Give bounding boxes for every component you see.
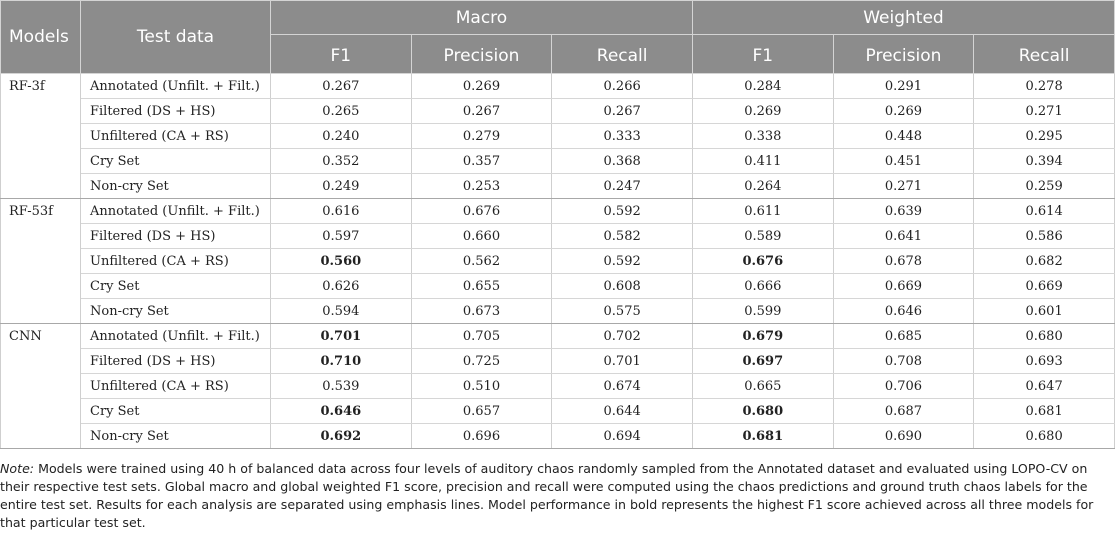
metric-cell: 0.269 (692, 99, 833, 124)
table-row (1, 399, 1115, 424)
metric-cell: 0.586 (974, 224, 1115, 249)
metric-cell: 0.269 (411, 74, 552, 99)
metric-cell: 0.655 (411, 274, 552, 299)
test-data-label: Cry Set (81, 399, 271, 424)
metric-cell: 0.705 (411, 324, 552, 349)
header-macro-precision: Precision (411, 35, 552, 74)
metric-cell: 0.284 (692, 74, 833, 99)
metric-cell: 0.597 (271, 224, 412, 249)
metric-cell: 0.295 (974, 124, 1115, 149)
metric-cell: 0.611 (692, 199, 833, 224)
table-row (1, 324, 1115, 349)
metric-cell: 0.682 (974, 249, 1115, 274)
metric-cell: 0.394 (974, 149, 1115, 174)
metric-cell: 0.592 (552, 249, 693, 274)
metric-cell: 0.660 (411, 224, 552, 249)
metric-cell: 0.685 (833, 324, 974, 349)
metric-cell: 0.696 (411, 424, 552, 449)
metric-cell: 0.708 (833, 349, 974, 374)
metric-cell: 0.264 (692, 174, 833, 199)
metric-cell: 0.693 (974, 349, 1115, 374)
test-data-label: Unfiltered (CA + RS) (81, 249, 271, 274)
metric-cell: 0.269 (833, 99, 974, 124)
metric-cell: 0.665 (692, 374, 833, 399)
metric-cell: 0.678 (833, 249, 974, 274)
metric-cell: 0.560 (271, 249, 412, 274)
table-row (1, 174, 1115, 199)
metric-cell: 0.680 (974, 324, 1115, 349)
metric-cell: 0.644 (552, 399, 693, 424)
metric-cell: 0.271 (833, 174, 974, 199)
header-test-data: Test data (81, 1, 271, 74)
metric-cell: 0.240 (271, 124, 412, 149)
metric-cell: 0.674 (552, 374, 693, 399)
metric-cell: 0.357 (411, 149, 552, 174)
test-data-label: Cry Set (81, 274, 271, 299)
metric-cell: 0.271 (974, 99, 1115, 124)
metric-cell: 0.679 (692, 324, 833, 349)
metric-cell: 0.725 (411, 349, 552, 374)
metric-cell: 0.333 (552, 124, 693, 149)
metric-cell: 0.253 (411, 174, 552, 199)
test-data-label: Filtered (DS + HS) (81, 224, 271, 249)
metric-cell: 0.669 (833, 274, 974, 299)
metric-cell: 0.681 (692, 424, 833, 449)
metric-cell: 0.411 (692, 149, 833, 174)
metric-cell: 0.352 (271, 149, 412, 174)
metric-cell: 0.702 (552, 324, 693, 349)
metric-cell: 0.701 (552, 349, 693, 374)
table-row (1, 274, 1115, 299)
table-row (1, 199, 1115, 224)
metric-cell: 0.267 (411, 99, 552, 124)
metric-cell: 0.680 (974, 424, 1115, 449)
metric-cell: 0.259 (974, 174, 1115, 199)
metric-cell: 0.608 (552, 274, 693, 299)
table-row (1, 224, 1115, 249)
metric-cell: 0.666 (692, 274, 833, 299)
test-data-label: Unfiltered (CA + RS) (81, 374, 271, 399)
test-data-label: Non-cry Set (81, 174, 271, 199)
model-label: RF-3f (1, 74, 81, 199)
metric-cell: 0.647 (974, 374, 1115, 399)
metric-cell: 0.279 (411, 124, 552, 149)
header-weighted-recall: Recall (974, 35, 1115, 74)
metric-cell: 0.694 (552, 424, 693, 449)
table-row (1, 349, 1115, 374)
metric-cell: 0.249 (271, 174, 412, 199)
metric-cell: 0.673 (411, 299, 552, 324)
table-row (1, 124, 1115, 149)
header-weighted: Weighted (692, 1, 1114, 35)
test-data-label: Annotated (Unfilt. + Filt.) (81, 199, 271, 224)
table-note (0, 460, 1112, 532)
metric-cell: 0.706 (833, 374, 974, 399)
metric-cell: 0.676 (411, 199, 552, 224)
metric-cell: 0.697 (692, 349, 833, 374)
test-data-label: Filtered (DS + HS) (81, 349, 271, 374)
metric-cell: 0.368 (552, 149, 693, 174)
table-row (1, 149, 1115, 174)
metric-cell: 0.448 (833, 124, 974, 149)
table-row (1, 249, 1115, 274)
table-row (1, 424, 1115, 449)
table-header (1, 1, 1115, 74)
note-text: Models were trained using 40 h of balanced data across four levels of auditory chaos randomly sampled from the Annotated dataset and evaluated using LOPO-CV on their respective test sets. Global macro and global weighted F1 score, precision and recall were computed using the chaos predictions and ground truth chaos labels for the entire test set. Results for each analysis are separated using emphasis lines. Model performance in bold represents the highest F1 score achieved across all three models for that particular test set. (0, 461, 1094, 530)
metric-cell: 0.626 (271, 274, 412, 299)
metric-cell: 0.510 (411, 374, 552, 399)
metric-cell: 0.589 (692, 224, 833, 249)
metric-cell: 0.646 (271, 399, 412, 424)
metric-cell: 0.265 (271, 99, 412, 124)
table-row (1, 374, 1115, 399)
header-weighted-precision: Precision (833, 35, 974, 74)
table-row (1, 99, 1115, 124)
metric-cell: 0.669 (974, 274, 1115, 299)
metric-cell: 0.657 (411, 399, 552, 424)
metric-cell: 0.575 (552, 299, 693, 324)
metric-cell: 0.291 (833, 74, 974, 99)
metric-cell: 0.681 (974, 399, 1115, 424)
metric-cell: 0.278 (974, 74, 1115, 99)
metric-cell: 0.599 (692, 299, 833, 324)
metric-cell: 0.692 (271, 424, 412, 449)
metric-cell: 0.582 (552, 224, 693, 249)
header-macro: Macro (271, 1, 693, 35)
test-data-label: Cry Set (81, 149, 271, 174)
metric-cell: 0.710 (271, 349, 412, 374)
header-weighted-f1: F1 (692, 35, 833, 74)
table-row (1, 299, 1115, 324)
metric-cell: 0.267 (271, 74, 412, 99)
metric-cell: 0.451 (833, 149, 974, 174)
metric-cell: 0.562 (411, 249, 552, 274)
metric-cell: 0.690 (833, 424, 974, 449)
test-data-label: Non-cry Set (81, 424, 271, 449)
test-data-label: Non-cry Set (81, 299, 271, 324)
metric-cell: 0.641 (833, 224, 974, 249)
metric-cell: 0.614 (974, 199, 1115, 224)
header-macro-f1: F1 (271, 35, 412, 74)
test-data-label: Unfiltered (CA + RS) (81, 124, 271, 149)
metric-cell: 0.680 (692, 399, 833, 424)
metric-cell: 0.601 (974, 299, 1115, 324)
metric-cell: 0.338 (692, 124, 833, 149)
metric-cell: 0.594 (271, 299, 412, 324)
metric-cell: 0.616 (271, 199, 412, 224)
metric-cell: 0.676 (692, 249, 833, 274)
note-label: Note: (0, 461, 35, 476)
test-data-label: Annotated (Unfilt. + Filt.) (81, 324, 271, 349)
header-models: Models (1, 1, 81, 74)
model-label: CNN (1, 324, 81, 449)
metric-cell: 0.539 (271, 374, 412, 399)
metric-cell: 0.247 (552, 174, 693, 199)
metric-cell: 0.639 (833, 199, 974, 224)
table-body (1, 74, 1115, 449)
table-row (1, 74, 1115, 99)
metric-cell: 0.701 (271, 324, 412, 349)
metric-cell: 0.592 (552, 199, 693, 224)
test-data-label: Annotated (Unfilt. + Filt.) (81, 74, 271, 99)
metric-cell: 0.267 (552, 99, 693, 124)
metric-cell: 0.687 (833, 399, 974, 424)
model-label: RF-53f (1, 199, 81, 324)
test-data-label: Filtered (DS + HS) (81, 99, 271, 124)
header-macro-recall: Recall (552, 35, 693, 74)
metric-cell: 0.646 (833, 299, 974, 324)
metric-cell: 0.266 (552, 74, 693, 99)
